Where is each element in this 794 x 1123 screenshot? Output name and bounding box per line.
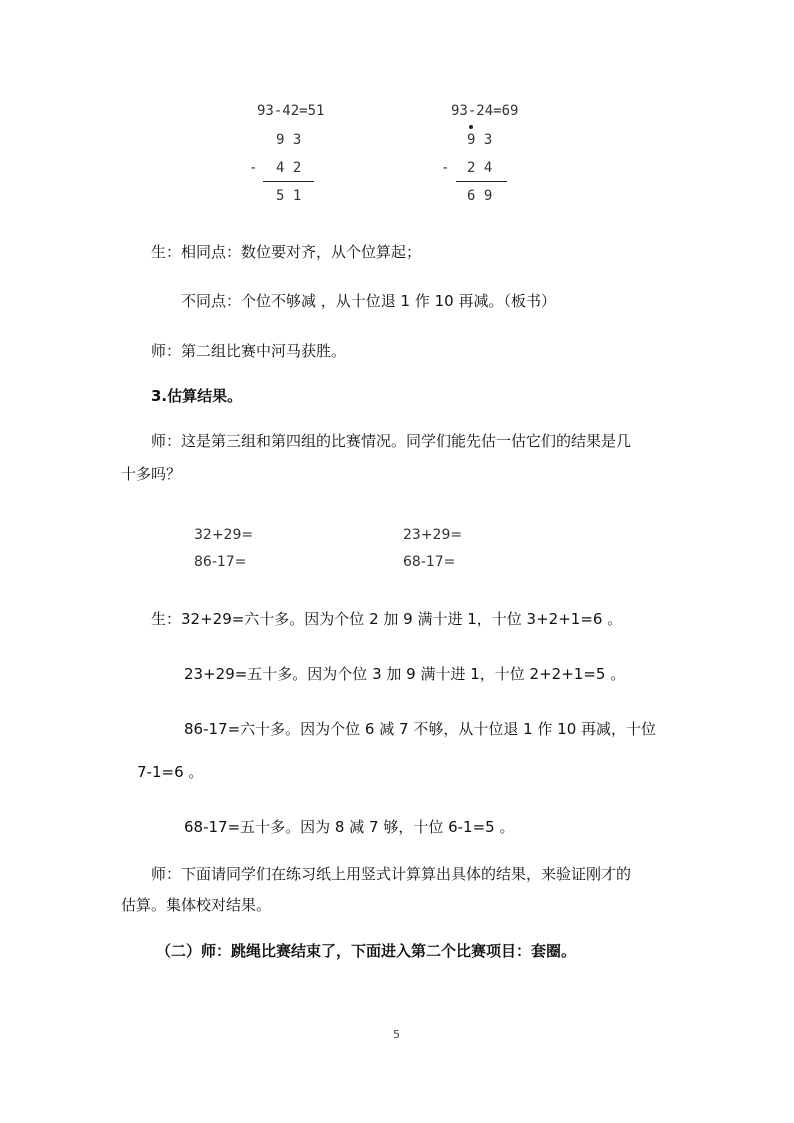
paragraph-estimate-intro-line2: 十多吗？ bbox=[121, 465, 182, 483]
estimate-problem-23-29: 23+29= bbox=[403, 527, 463, 543]
paragraph-similarities: 生：相同点：数位要对齐，从个位算起； bbox=[151, 243, 422, 261]
answer-86-17-line2: 7-1=6 。 bbox=[137, 763, 204, 781]
borrow-dot-mark bbox=[469, 125, 473, 129]
answer-86-17-line1: 86-17=六十多。因为个位 6 减 7 不够，从十位退 1 作 10 再减，十位 bbox=[184, 720, 657, 738]
paragraph-differences: 不同点：个位不够减 ，从十位退 1 作 10 再减。（板书） bbox=[181, 292, 556, 310]
answer-68-17: 68-17=五十多。因为 8 减 7 够，十位 6-1=5 。 bbox=[184, 818, 515, 836]
right-sum-line bbox=[456, 181, 507, 182]
left-minuend: 9 3 bbox=[276, 132, 302, 148]
left-result: 5 1 bbox=[276, 188, 302, 204]
section-heading-estimate: 3.估算结果。 bbox=[151, 387, 243, 405]
paragraph-verify-line1: 师：下面请同学们在练习纸上用竖式计算算出具体的结果，来验证刚才的 bbox=[151, 865, 632, 883]
right-equation: 93-24=69 bbox=[451, 103, 519, 119]
paragraph-hippo-wins: 师：第二组比赛中河马获胜。 bbox=[151, 342, 347, 360]
right-minus-sign: - bbox=[441, 160, 450, 176]
left-sum-line bbox=[263, 181, 314, 182]
answer-23-29: 23+29=五十多。因为个位 3 加 9 满十进 1，十位 2+2+1=5 。 bbox=[184, 665, 626, 683]
right-result: 6 9 bbox=[467, 188, 493, 204]
left-minus-sign: - bbox=[249, 160, 258, 176]
section-heading-ring-toss: （二）师：跳绳比赛结束了，下面进入第二个比赛项目：套圈。 bbox=[156, 942, 577, 960]
estimate-problem-68-17: 68-17= bbox=[403, 554, 456, 570]
estimate-problem-32-29: 32+29= bbox=[194, 527, 254, 543]
estimate-problem-86-17: 86-17= bbox=[194, 554, 247, 570]
left-subtrahend: 4 2 bbox=[276, 160, 302, 176]
page-number: 5 bbox=[393, 1028, 400, 1041]
right-subtrahend: 2 4 bbox=[467, 160, 493, 176]
paragraph-estimate-intro-line1: 师：这是第三组和第四组的比赛情况。同学们能先估一估它们的结果是几 bbox=[151, 432, 632, 450]
left-equation: 93-42=51 bbox=[257, 103, 325, 119]
paragraph-verify-line2: 估算。集体校对结果。 bbox=[121, 896, 272, 914]
right-minuend: 9 3 bbox=[467, 132, 493, 148]
answer-32-29: 生：32+29=六十多。因为个位 2 加 9 满十进 1，十位 3+2+1=6 。 bbox=[151, 610, 623, 628]
